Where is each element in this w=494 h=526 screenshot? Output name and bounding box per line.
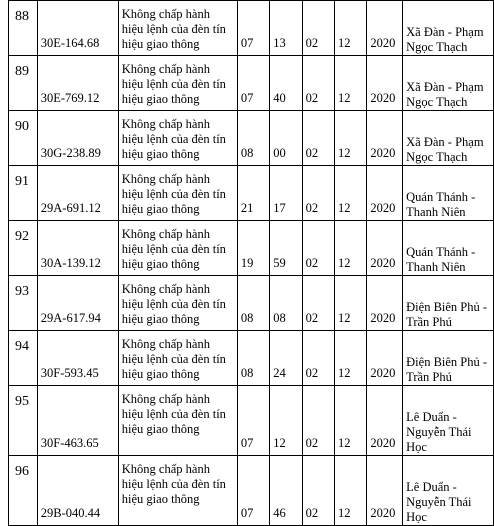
date-day-cell: 02 (302, 56, 334, 111)
date-month-cell: 12 (334, 276, 366, 331)
row-number-cell: 96 (9, 456, 38, 526)
location-cell: Quán Thánh - Thanh Niên (403, 166, 494, 221)
location-cell: Quán Thánh - Thanh Niên (403, 221, 494, 276)
row-number-cell: 92 (9, 221, 38, 276)
row-number-cell: 89 (9, 56, 38, 111)
license-plate-cell: 29A-617.94 (37, 276, 118, 331)
date-day-cell: 02 (302, 276, 334, 331)
date-day-cell: 02 (302, 1, 334, 56)
violation-description-cell: Không chấp hành hiệu lệnh của đèn tín hiệu giao thông (118, 56, 237, 111)
row-number-cell: 88 (9, 1, 38, 56)
date-year-cell: 2020 (367, 1, 403, 56)
time-hour-cell: 08 (237, 111, 269, 166)
license-plate-cell: 29B-040.44 (37, 456, 118, 526)
time-hour-cell: 21 (237, 166, 269, 221)
location-cell: Xã Đàn - Phạm Ngọc Thạch (403, 56, 494, 111)
table-row (9, 166, 494, 221)
table-row (9, 221, 494, 276)
date-day-cell: 02 (302, 331, 334, 386)
row-number-cell: 95 (9, 386, 38, 456)
violations-table-body (9, 1, 494, 526)
location-cell: Xã Đàn - Phạm Ngọc Thạch (403, 111, 494, 166)
location-cell: Lê Duẩn - Nguyễn Thái Học (403, 386, 494, 456)
time-hour-cell: 07 (237, 1, 269, 56)
row-number-cell: 91 (9, 166, 38, 221)
time-minute-cell: 12 (270, 386, 302, 456)
time-minute-cell: 46 (270, 456, 302, 526)
time-minute-cell: 59 (270, 221, 302, 276)
time-hour-cell: 07 (237, 56, 269, 111)
license-plate-cell: 29A-691.12 (37, 166, 118, 221)
date-day-cell: 02 (302, 221, 334, 276)
violations-table (8, 0, 494, 526)
table-row (9, 386, 494, 456)
license-plate-cell: 30G-238.89 (37, 111, 118, 166)
license-plate-cell: 30F-593.45 (37, 331, 118, 386)
time-minute-cell: 40 (270, 56, 302, 111)
time-hour-cell: 08 (237, 276, 269, 331)
location-cell: Lê Duẩn - Nguyễn Thái Học (403, 456, 494, 526)
table-row (9, 276, 494, 331)
violation-description-cell: Không chấp hành hiệu lệnh của đèn tín hiệu giao thông (118, 276, 237, 331)
date-month-cell: 12 (334, 111, 366, 166)
date-month-cell: 12 (334, 386, 366, 456)
date-month-cell: 12 (334, 166, 366, 221)
violation-description-cell: Không chấp hành hiệu lệnh của đèn tín hiệu giao thông (118, 166, 237, 221)
license-plate-cell: 30A-139.12 (37, 221, 118, 276)
date-month-cell: 12 (334, 1, 366, 56)
date-month-cell: 12 (334, 456, 366, 526)
violation-description-cell: Không chấp hành hiệu lệnh của đèn tín hiệu giao thông (118, 221, 237, 276)
date-year-cell: 2020 (367, 331, 403, 386)
date-year-cell: 2020 (367, 221, 403, 276)
date-year-cell: 2020 (367, 111, 403, 166)
time-minute-cell: 17 (270, 166, 302, 221)
table-row (9, 331, 494, 386)
time-minute-cell: 13 (270, 1, 302, 56)
violation-description-cell: Không chấp hành hiệu lệnh của đèn tín hiệu giao thông (118, 331, 237, 386)
license-plate-cell: 30F-463.65 (37, 386, 118, 456)
license-plate-cell: 30E-164.68 (37, 1, 118, 56)
time-hour-cell: 08 (237, 331, 269, 386)
row-number-cell: 90 (9, 111, 38, 166)
date-day-cell: 02 (302, 111, 334, 166)
license-plate-cell: 30E-769.12 (37, 56, 118, 111)
table-row (9, 111, 494, 166)
location-cell: Xã Đàn - Phạm Ngọc Thạch (403, 1, 494, 56)
date-day-cell: 02 (302, 386, 334, 456)
date-year-cell: 2020 (367, 56, 403, 111)
table-row (9, 56, 494, 111)
time-hour-cell: 19 (237, 221, 269, 276)
date-year-cell: 2020 (367, 386, 403, 456)
row-number-cell: 94 (9, 331, 38, 386)
date-day-cell: 02 (302, 166, 334, 221)
date-day-cell: 02 (302, 456, 334, 526)
date-month-cell: 12 (334, 221, 366, 276)
time-minute-cell: 08 (270, 276, 302, 331)
time-minute-cell: 24 (270, 331, 302, 386)
date-year-cell: 2020 (367, 166, 403, 221)
violation-description-cell: Không chấp hành hiệu lệnh của đèn tín hiệu giao thông (118, 456, 237, 526)
date-year-cell: 2020 (367, 456, 403, 526)
time-hour-cell: 07 (237, 456, 269, 526)
table-row (9, 1, 494, 56)
row-number-cell: 93 (9, 276, 38, 331)
location-cell: Điện Biên Phủ - Trần Phú (403, 276, 494, 331)
time-hour-cell: 07 (237, 386, 269, 456)
table-row (9, 456, 494, 526)
violation-description-cell: Không chấp hành hiệu lệnh của đèn tín hiệu giao thông (118, 111, 237, 166)
date-year-cell: 2020 (367, 276, 403, 331)
date-month-cell: 12 (334, 331, 366, 386)
violation-description-cell: Không chấp hành hiệu lệnh của đèn tín hiệu giao thông (118, 386, 237, 456)
time-minute-cell: 00 (270, 111, 302, 166)
date-month-cell: 12 (334, 56, 366, 111)
violation-description-cell: Không chấp hành hiệu lệnh của đèn tín hiệu giao thông (118, 1, 237, 56)
location-cell: Điện Biên Phủ - Trần Phú (403, 331, 494, 386)
